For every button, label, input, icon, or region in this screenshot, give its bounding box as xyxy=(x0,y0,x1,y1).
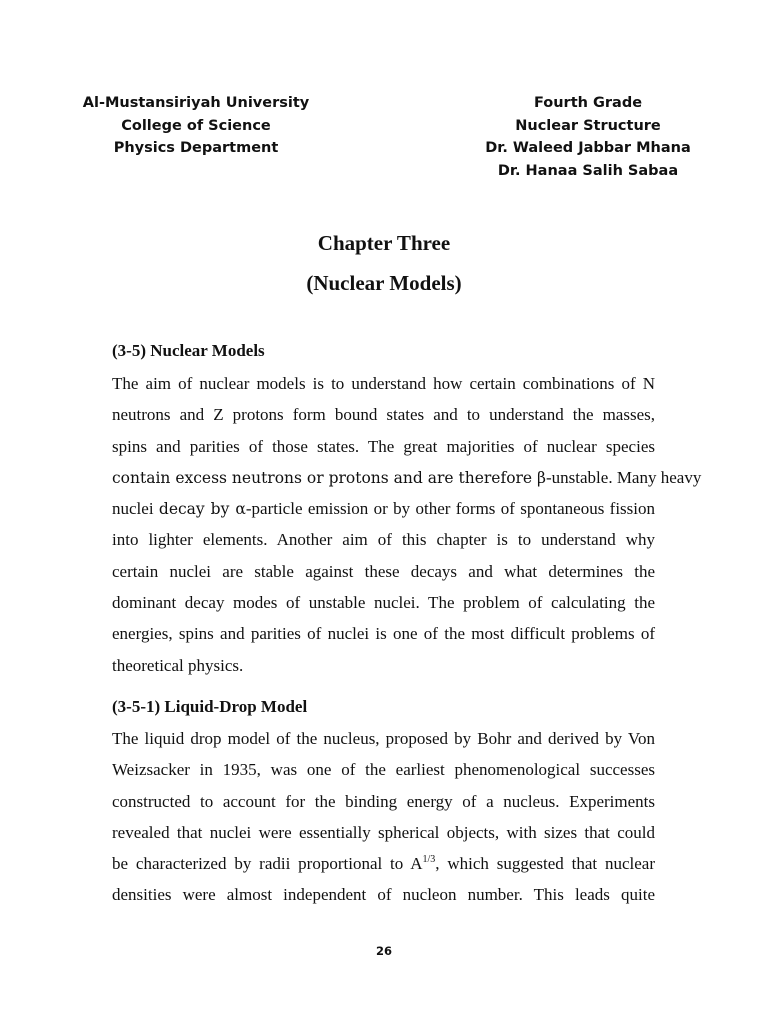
text-fragment: contain excess neutrons or protons and are therefore β xyxy=(112,468,546,487)
text-fragment: nuclei xyxy=(112,499,159,519)
chapter-subtitle: (Nuclear Models) xyxy=(306,271,462,295)
text-line: densities were almost independent of nucleon number. This leads quite xyxy=(112,885,655,905)
text-line: The liquid drop model of the nucleus, proposed by Bohr and derived by Von xyxy=(112,729,655,748)
section-heading-liquid-drop-model: (3-5-1) Liquid-Drop Model xyxy=(112,697,308,716)
text-fragment: decay by α xyxy=(158,500,246,519)
text-line: dominant decay modes of unstable nuclei. The problem of calculating the xyxy=(112,593,655,613)
text-line: The aim of nuclear models is to understand how certain combinations of N xyxy=(112,374,655,393)
author-1: Dr. Waleed Jabbar Mhana xyxy=(485,140,691,156)
text-fragment: -unstable. Many heavy xyxy=(546,467,702,487)
text-fragment: be characterized by radii proportional to A xyxy=(112,854,423,874)
text-line xyxy=(112,848,655,879)
text-line: neutrons and Z protons form bound states and to understand the masses, xyxy=(112,405,655,425)
exponent: 1/3 xyxy=(422,854,436,866)
text-line xyxy=(112,493,655,524)
text-line: revealed that nuclei were essentially spherical objects, with sizes that could xyxy=(112,822,655,842)
page-number: 26 xyxy=(375,944,392,958)
college-name: College of Science xyxy=(121,117,271,134)
text-fragment: -particle emission or by other forms of spontaneous fission xyxy=(245,499,655,519)
text-line: into lighter elements. Another aim of this chapter is to understand why xyxy=(112,530,655,550)
grade-label: Fourth Grade xyxy=(533,95,643,111)
text-line: certain nuclei are stable against these decays and what determines the xyxy=(112,561,655,581)
paragraph-nuclear-models xyxy=(112,368,702,681)
text-line: theoretical physics. xyxy=(112,655,244,675)
text-line: energies, spins and parities of nuclei is one of the most difficult problems of xyxy=(112,624,655,644)
author-2: Dr. Hanaa Salih Sabaa xyxy=(497,162,679,179)
institution-header xyxy=(80,92,312,160)
section-heading-nuclear-models: (3-5) Nuclear Models xyxy=(112,341,265,360)
department-name: Physics Department xyxy=(113,140,279,156)
course-header xyxy=(470,92,706,182)
text-line: spins and parities of those states. The great majorities of nuclear species xyxy=(112,436,655,456)
chapter-title: Chapter Three xyxy=(317,231,451,255)
university-name: Al-Mustansiriyah University xyxy=(82,95,310,111)
text-line xyxy=(112,462,702,493)
course-name: Nuclear Structure xyxy=(515,117,661,134)
text-fragment: , which suggested that nuclear xyxy=(435,854,655,874)
text-line: constructed to account for the binding energy of a nucleus. Experiments xyxy=(112,791,655,811)
paragraph-liquid-drop-model xyxy=(112,723,655,911)
text-line: Weizsacker in 1935, was one of the earliest phenomenological successes xyxy=(112,760,655,780)
